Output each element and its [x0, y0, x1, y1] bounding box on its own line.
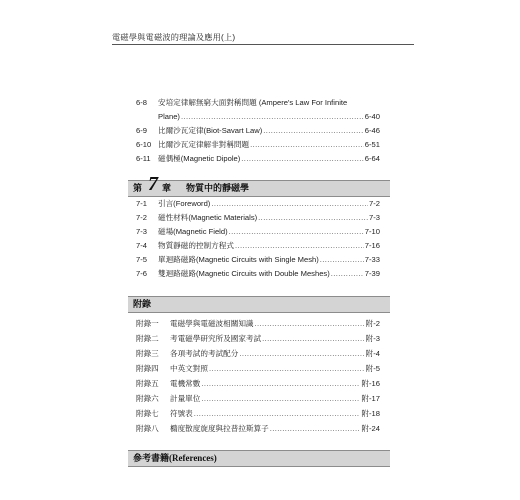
- entry-number: 附錄三: [136, 349, 159, 358]
- entry-page: 附-5: [365, 364, 380, 373]
- dot-leader: [235, 239, 364, 253]
- entry-number: 7-2: [136, 213, 147, 222]
- entry-title: 電機常數: [170, 379, 201, 388]
- entry-title: 考電磁學研究所及國家考試: [170, 334, 262, 343]
- dot-leader: [194, 407, 361, 421]
- entry-page: 附-4: [365, 349, 380, 358]
- entry-title: 符號表: [170, 409, 193, 418]
- entry-page: 附-16: [361, 379, 380, 388]
- entry-page: 附-3: [365, 334, 380, 343]
- entry-title: 安培定律解無窮大面對稱問題 (Ampere's Law For Infinite: [158, 98, 348, 107]
- entry-page: 7-3: [369, 213, 380, 222]
- dot-leader: [241, 152, 364, 166]
- entry-title: 中英文對照: [170, 364, 208, 373]
- entry-number: 6-10: [136, 140, 152, 149]
- entry-title: 各項考試的考試配分: [170, 349, 239, 358]
- dot-leader: [229, 225, 364, 239]
- chapter-suffix: 章: [162, 183, 172, 193]
- toc-entry[interactable]: [136, 317, 380, 331]
- dot-leader: [181, 110, 364, 124]
- entry-number: 附錄五: [136, 379, 159, 388]
- toc-entry[interactable]: [136, 225, 380, 239]
- entry-page: 6-46: [364, 126, 380, 135]
- toc-entry[interactable]: [136, 332, 380, 346]
- entry-page: 附-2: [365, 319, 380, 328]
- entry-title: 計量單位: [170, 394, 201, 403]
- dot-leader: [201, 377, 360, 391]
- toc-entry[interactable]: [136, 211, 380, 225]
- entry-number: 7-3: [136, 227, 147, 236]
- entry-title: 比爾沙瓦定律解非對稱問題: [158, 140, 250, 149]
- toc-entry[interactable]: [136, 239, 380, 253]
- entry-title: 磁偶極(Magnetic Dipole): [158, 154, 241, 163]
- toc-entry[interactable]: [136, 407, 380, 421]
- chapter-title: 物質中的靜磁學: [186, 183, 250, 193]
- entry-number: 附錄四: [136, 364, 159, 373]
- entry-title: 橢度散度旋度與拉普拉斯算子: [170, 424, 269, 433]
- appendix-heading[interactable]: [128, 296, 390, 313]
- dot-leader: [211, 197, 368, 211]
- dot-leader: [255, 317, 365, 331]
- entry-number: 7-5: [136, 255, 147, 264]
- dot-leader: [270, 422, 361, 436]
- toc-entry[interactable]: [136, 96, 380, 110]
- entry-number: 6-9: [136, 126, 147, 135]
- entry-page: 附-18: [361, 409, 380, 418]
- chapter-prefix: 第: [133, 183, 143, 193]
- entry-title: 單迴路磁路(Magnetic Circuits with Single Mesh): [158, 255, 319, 264]
- entry-number: 附錄六: [136, 394, 159, 403]
- entry-page: 7-33: [364, 255, 380, 264]
- entry-number: 附錄一: [136, 319, 159, 328]
- dot-leader: [250, 138, 364, 152]
- toc-entry[interactable]: [136, 347, 380, 361]
- entry-page: 附-17: [361, 394, 380, 403]
- toc-entry[interactable]: [136, 392, 380, 406]
- toc-entry[interactable]: [136, 422, 380, 436]
- toc-entry-continued[interactable]: [136, 110, 380, 124]
- references-heading[interactable]: [128, 450, 390, 467]
- entry-title: 磁場(Magnetic Field): [158, 227, 228, 236]
- toc-entry[interactable]: [136, 253, 380, 267]
- running-header: 電磁學與電磁波的理論及應用(上): [112, 33, 236, 42]
- entry-number: 7-6: [136, 269, 147, 278]
- entry-number: 7-4: [136, 241, 147, 250]
- entry-number: 附錄二: [136, 334, 159, 343]
- entry-title: 雙迴路磁路(Magnetic Circuits with Double Meshes): [158, 269, 330, 278]
- dot-leader: [258, 211, 368, 225]
- toc-entry[interactable]: [136, 124, 380, 138]
- entry-page: 7-2: [369, 199, 380, 208]
- dot-leader: [320, 253, 364, 267]
- header-rule: [112, 44, 414, 45]
- references-title: 參考書籍(References): [133, 453, 217, 463]
- dot-leader: [263, 124, 364, 138]
- chapter-7-heading[interactable]: [128, 173, 390, 197]
- toc-entry[interactable]: [136, 377, 380, 391]
- toc-entry[interactable]: [136, 362, 380, 376]
- toc-entry[interactable]: [136, 267, 380, 281]
- entry-page: 附-24: [361, 424, 380, 433]
- entry-title: 比爾沙瓦定律(Biot-Savart Law): [158, 126, 263, 135]
- entry-title: 電磁學與電磁波相關知識: [170, 319, 254, 328]
- dot-leader: [239, 347, 364, 361]
- entry-number: 6-8: [136, 98, 147, 107]
- entry-number: 附錄七: [136, 409, 159, 418]
- toc-entry[interactable]: [136, 138, 380, 152]
- entry-title: 磁性材料(Magnetic Materials): [158, 213, 258, 222]
- dot-leader: [262, 332, 365, 346]
- entry-number: 附錄八: [136, 424, 159, 433]
- toc-entry[interactable]: [136, 197, 380, 211]
- toc-entry[interactable]: [136, 152, 380, 166]
- appendix-title: 附錄: [133, 299, 152, 309]
- entry-page: 7-10: [364, 227, 380, 236]
- entry-title: 引言(Foreword): [158, 199, 211, 208]
- entry-page: 6-64: [364, 154, 380, 163]
- entry-title: 物質靜磁的控制方程式: [158, 241, 234, 250]
- entry-page: 7-16: [364, 241, 380, 250]
- entry-page: 6-40: [364, 112, 380, 121]
- entry-number: 7-1: [136, 199, 147, 208]
- chapter-number: 7: [148, 173, 158, 195]
- entry-page: 7-39: [364, 269, 380, 278]
- dot-leader: [201, 392, 360, 406]
- dot-leader: [331, 267, 364, 281]
- dot-leader: [209, 362, 365, 376]
- entry-page: 6-51: [364, 140, 380, 149]
- entry-title: Plane): [158, 112, 180, 121]
- entry-number: 6-11: [136, 154, 151, 163]
